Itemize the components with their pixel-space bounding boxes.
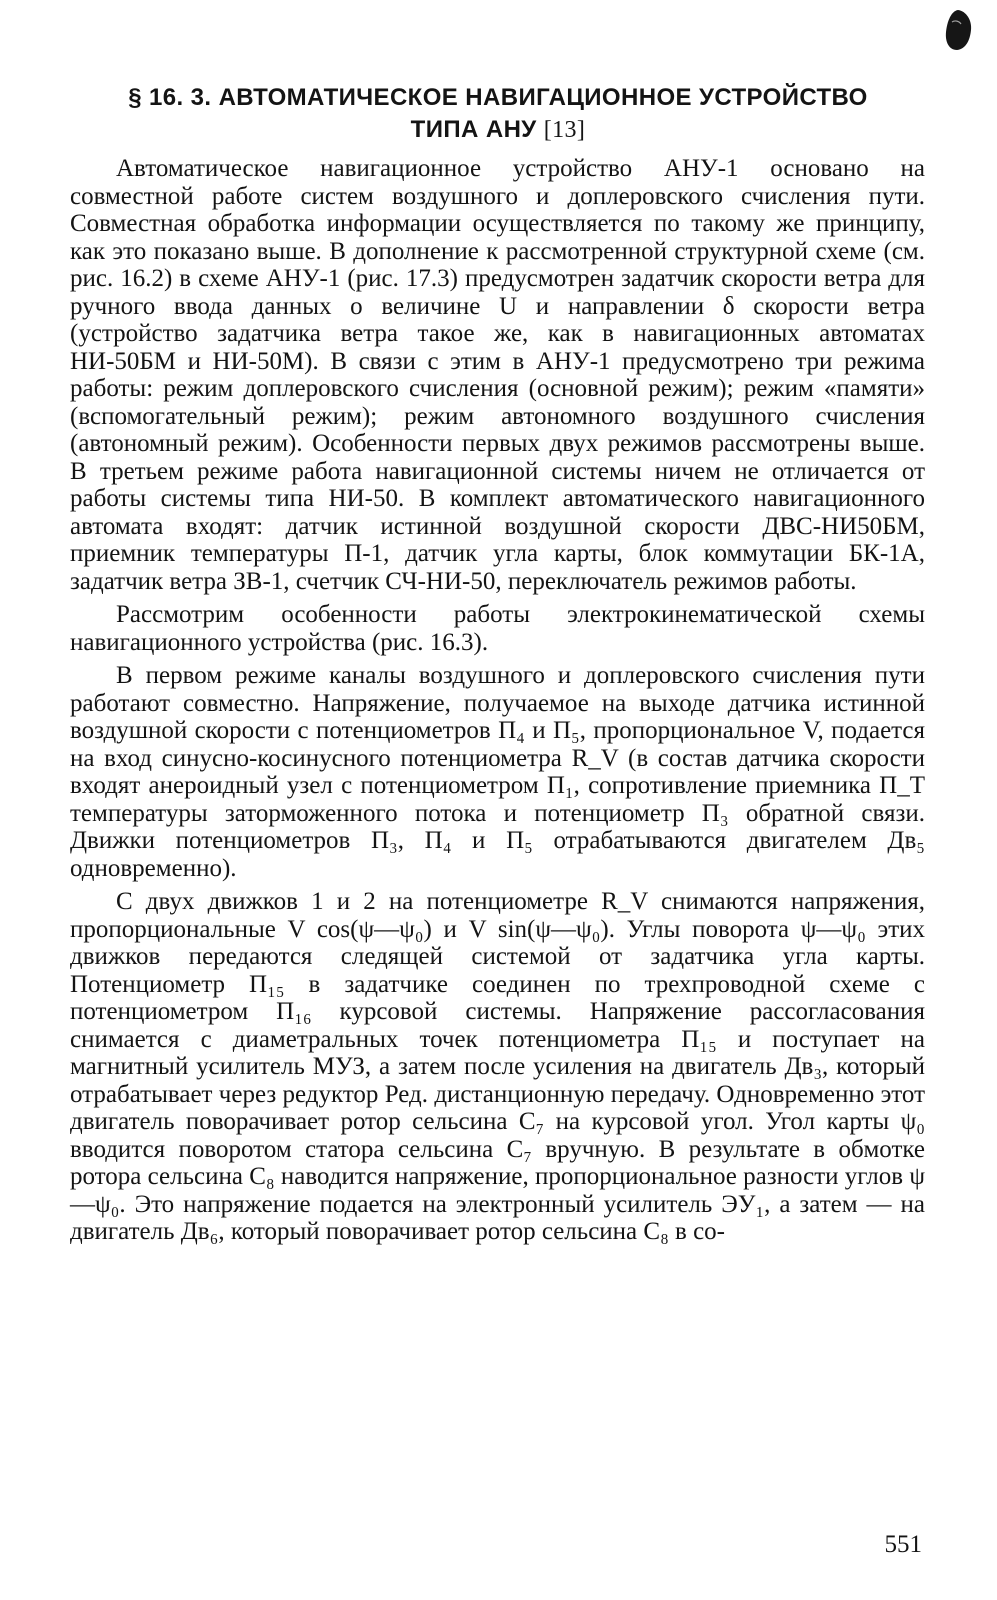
body-text [70,155,925,1249]
paragraph-4: С двух движков 1 и 2 на потенциометре R_V снимаются напряжения, пропорциональные V cos(ψ—ψ₀) и V sin(ψ—ψ₀). Углы поворота ψ—ψ₀ этих движков передаются следящей системой от задатчика угла карты. Потенциометр П₁₅ в задатчике соединен по трехпроводной схеме с потенциометром П₁₆ курсовой системы. Напряжение рассогласования снимается с диаметральных точек потенциометра П₁₅ и поступает на магнитный усилитель МУЗ, а затем после усиления на двигатель Дв₃, который отрабатывает через редуктор Ред. дистанционную передачу. Одновременно этот двигатель поворачивает ротор сельсина С₇ на курсовой угол. Угол карты ψ₀ вводится поворотом статора сельсина С₇ вручную. В результате в обмотке ротора сельсина С₈ наводится напряжение, пропорциональное разности углов ψ—ψ₀. Это напряжение подается на электронный усилитель ЭУ₁, а затем — на двигатель Дв₆, который поворачивает ротор сельсина С₈ в со- [70,888,925,1245]
paragraph-3: В первом режиме каналы воздушного и доплеровского счисления пути работают совместно. Напряжение, получаемое на выходе датчика истинной воздушной скорости с потенциометров П₄ и П₅, пропорциональное V, подается на вход синусно-косинусного потенциометра R_V (в состав датчика скорости входят анероидный узел с потенциометром П₁, сопротивление приемника П_T температуры заторможенного потока и потенциометр П₃ обратной связи. Движки потенциометров П₃, П₄ и П₅ отрабатываются двигателем Дв₅ одновременно). [70,662,925,882]
heading-line-1: § 16. 3. АВТОМАТИЧЕСКОЕ НАВИГАЦИОННОЕ УСТРОЙСТВО [128,84,868,111]
heading-line-2 [60,114,936,146]
page-number: 551 [884,1531,922,1558]
heading-reference: [13] [543,117,586,143]
section-heading [60,82,936,146]
paragraph-2: Рассмотрим особенности работы электрокинематической схемы навигационного устройства (рис. 16.3). [70,601,925,656]
ink-blot-mark [942,8,974,52]
heading-title: ТИПА АНУ [410,116,537,143]
paragraph-1: Автоматическое навигационное устройство АНУ-1 основано на совместной работе систем воздушного и доплеровского счисления пути. Совместная обработка информации осуществляется по такому же принципу, как это показано выше. В дополнение к рассмотренной структурной схеме (см. рис. 16.2) в схеме АНУ-1 (рис. 17.3) предусмотрен задатчик скорости ветра для ручного ввода данных о величине U и направлении δ скорости ветра (устройство задатчика ветра такое же, как в навигационных автоматах НИ-50БМ и НИ-50М). В связи с этим в АНУ-1 предусмотрено три режима работы: режим доплеровского счисления (основной режим); режим «памяти» (вспомогательный режим); режим автономного воздушного счисления (автономный режим). Особенности первых двух режимов рассмотрены выше. В третьем режиме работа навигационной системы ничем не отличается от работы системы типа НИ-50. В комплект автоматического навигационного автомата входят: датчик истинной воздушной скорости ДВС-НИ50БМ, приемник температуры П-1, датчик угла карты, блок коммутации БК-1А, задатчик ветра ЗВ-1, счетчик СЧ-НИ-50, переключатель режимов работы. [70,155,925,595]
